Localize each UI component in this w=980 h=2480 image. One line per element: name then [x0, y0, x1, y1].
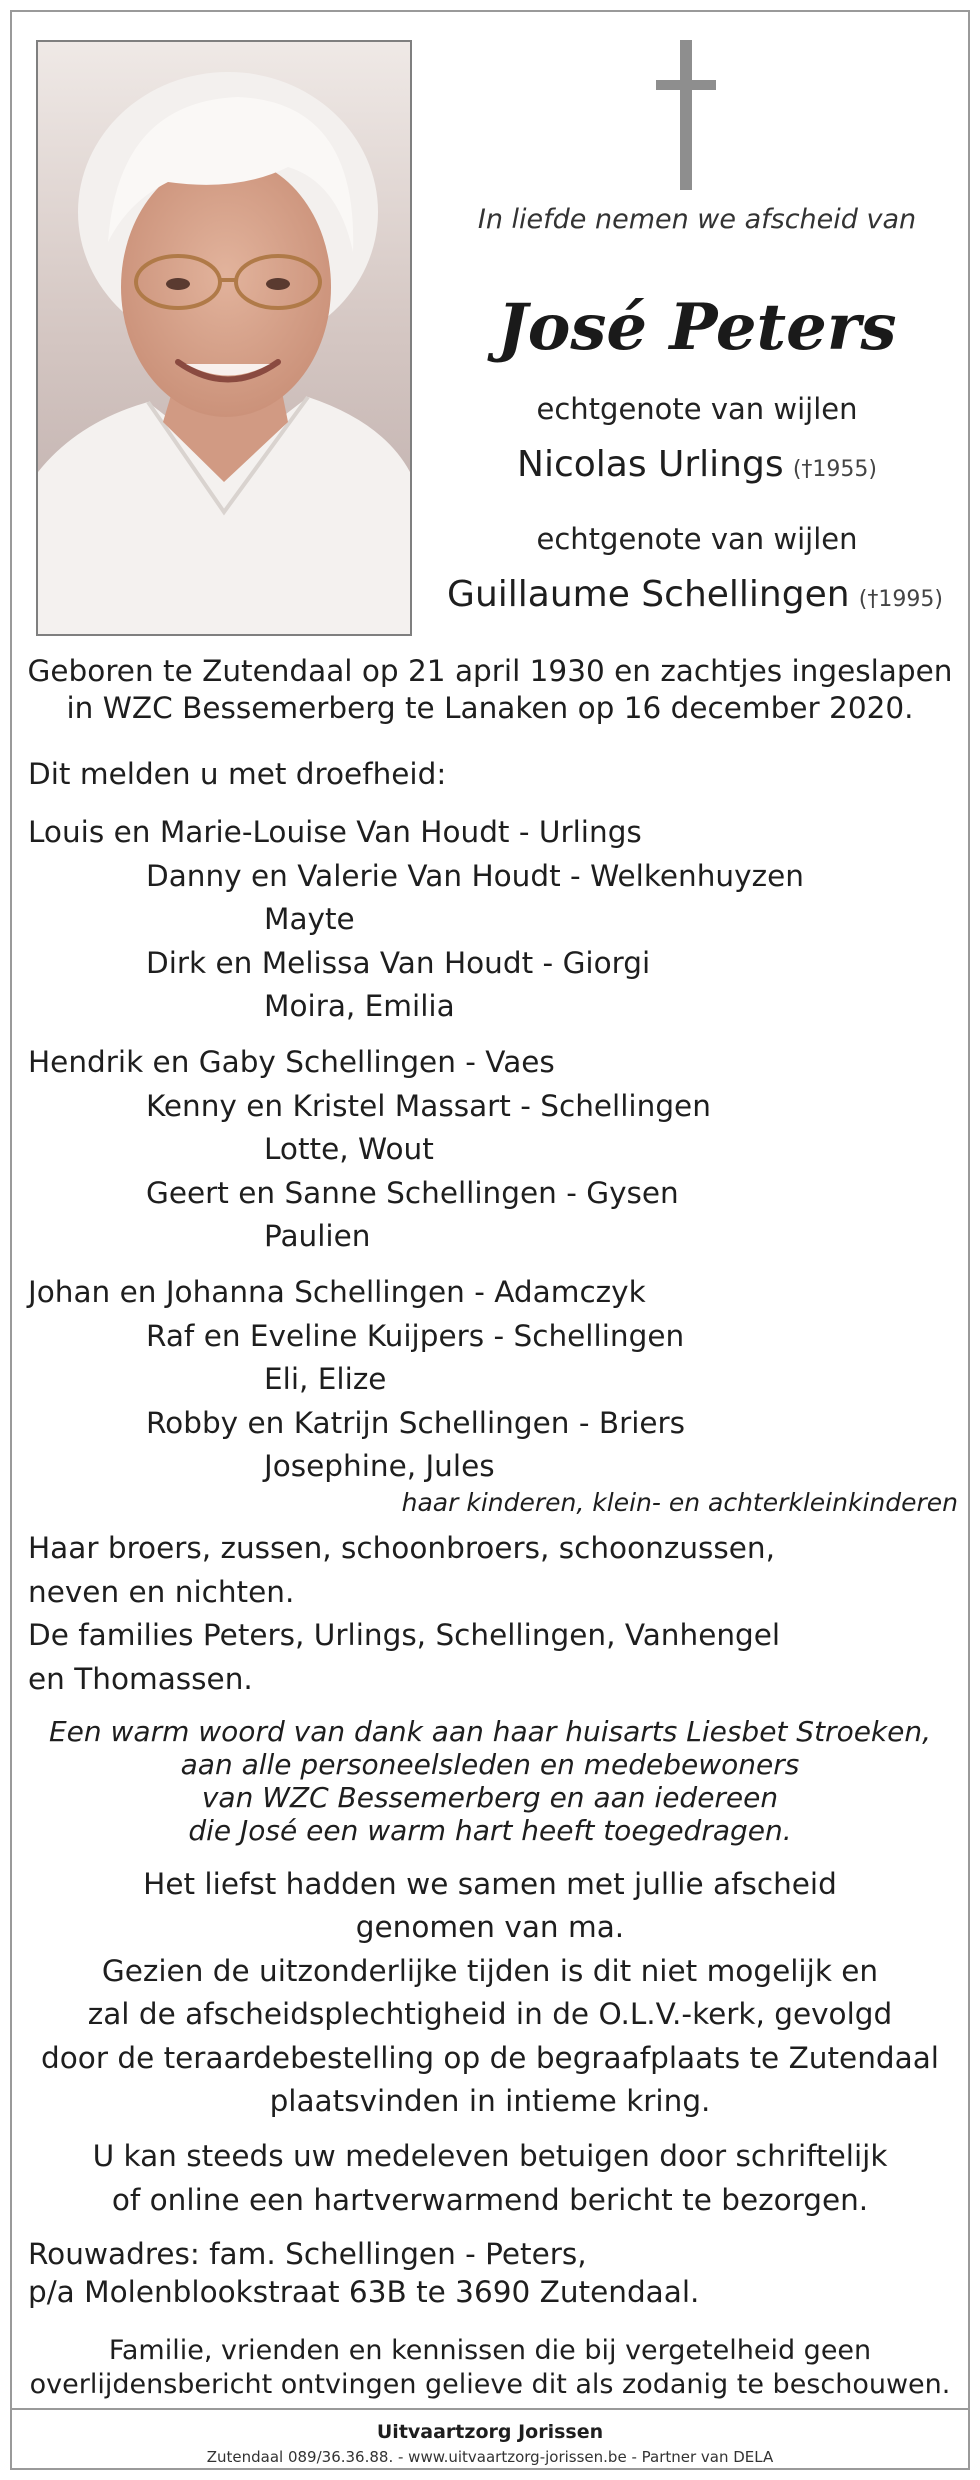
notice-line: Familie, vrienden en kennissen die bij vergetelheid geen	[108, 2335, 872, 2366]
condolence-line: U kan steeds uw medeleven betuigen door schriftelijk	[92, 2139, 888, 2173]
thanks-line: die José een warm hart heeft toegedragen.	[188, 1814, 792, 1847]
family-line: Kenny en Kristel Massart - Schellingen	[146, 1089, 711, 1123]
portrait-illustration	[38, 42, 410, 634]
family-line: Geert en Sanne Schellingen - Gysen	[146, 1176, 679, 1210]
obituary-card	[10, 10, 970, 2470]
thanks-line: van WZC Bessemerberg en aan iedereen	[201, 1781, 779, 1814]
family-line: Louis en Marie-Louise Van Houdt - Urlings	[28, 815, 642, 849]
family-line: Hendrik en Gaby Schellingen - Vaes	[28, 1045, 555, 1079]
relatives-line: neven en nichten.	[28, 1575, 295, 1609]
family-line: Moira, Emilia	[264, 989, 455, 1023]
birth-line-2: in WZC Bessemerberg te Lanaken op 16 december 2020.	[66, 691, 914, 725]
relatives-line: en Thomassen.	[28, 1662, 253, 1696]
condolence-line: of online een hartverwarmend bericht te bezorgen.	[111, 2183, 869, 2217]
spouse-1-prefix: echtgenote van wijlen	[536, 392, 858, 426]
spouse-2-name: Guillaume Schellingen	[447, 574, 850, 615]
notice-line: overlijdensbericht ontvingen gelieve dit als zodanig te beschouwen.	[29, 2369, 951, 2400]
family-line: Josephine, Jules	[264, 1449, 495, 1483]
thanks-line: aan alle personeelsleden en medebewoners	[180, 1748, 800, 1781]
family-line: Eli, Elize	[264, 1362, 387, 1396]
birth-line-1: Geboren te Zutendaal op 21 april 1930 en zachtjes ingeslapen	[27, 654, 953, 688]
address-line: Rouwadres: fam. Schellingen - Peters,	[28, 2237, 587, 2271]
intro-text: In liefde nemen we afscheid van	[477, 204, 917, 235]
address-line: p/a Molenblookstraat 63B te 3690 Zutendaal.	[28, 2275, 700, 2309]
spouse-1	[442, 444, 952, 485]
footer-info: Zutendaal 089/36.36.88. - www.uitvaartzorg-jorissen.be - Partner van DELA	[206, 2448, 774, 2466]
ceremony-line: Het liefst hadden we samen met jullie afscheid	[143, 1867, 837, 1901]
relatives-line: De families Peters, Urlings, Schellingen, Vanhengel	[28, 1618, 781, 1652]
spouse-1-year: (†1955)	[792, 457, 877, 482]
ceremony-line: plaatsvinden in intieme kring.	[269, 2084, 711, 2118]
spouse-2	[422, 574, 968, 615]
family-line: Johan en Johanna Schellingen - Adamczyk	[28, 1275, 646, 1309]
spouse-2-prefix: echtgenote van wijlen	[536, 522, 858, 556]
portrait-photo	[36, 40, 412, 636]
spouse-2-year: (†1995)	[858, 587, 943, 612]
relatives-line: Haar broers, zussen, schoonbroers, schoonzussen,	[28, 1531, 775, 1565]
family-line: Robby en Katrijn Schellingen - Briers	[146, 1406, 686, 1440]
ceremony-line: zal de afscheidsplechtigheid in de O.L.V.-kerk, gevolgd	[87, 1997, 893, 2031]
family-line: Mayte	[264, 902, 355, 936]
ceremony-line: Gezien de uitzonderlijke tijden is dit niet mogelijk en	[101, 1954, 879, 1988]
family-line: Dirk en Melissa Van Houdt - Giorgi	[146, 946, 651, 980]
ceremony-line: door de teraardebestelling op de begraafplaats te Zutendaal	[41, 2041, 939, 2075]
cross-icon	[656, 40, 716, 190]
family-line: Raf en Eveline Kuijpers - Schellingen	[146, 1319, 685, 1353]
footer-divider	[12, 2408, 968, 2410]
thanks-line: Een warm woord van dank aan haar huisarts Liesbet Stroeken,	[48, 1715, 932, 1748]
children-caption: haar kinderen, klein- en achterkleinkinderen	[401, 1488, 958, 1517]
sorrow-intro: Dit melden u met droefheid:	[28, 757, 447, 791]
deceased-name: José Peters	[497, 290, 897, 365]
footer-name: Uitvaartzorg Jorissen	[376, 2421, 604, 2443]
family-line: Lotte, Wout	[264, 1132, 434, 1166]
family-line: Paulien	[264, 1219, 371, 1253]
spouse-1-name: Nicolas Urlings	[517, 444, 784, 485]
family-line: Danny en Valerie Van Houdt - Welkenhuyzen	[146, 859, 804, 893]
ceremony-line: genomen van ma.	[355, 1910, 625, 1944]
